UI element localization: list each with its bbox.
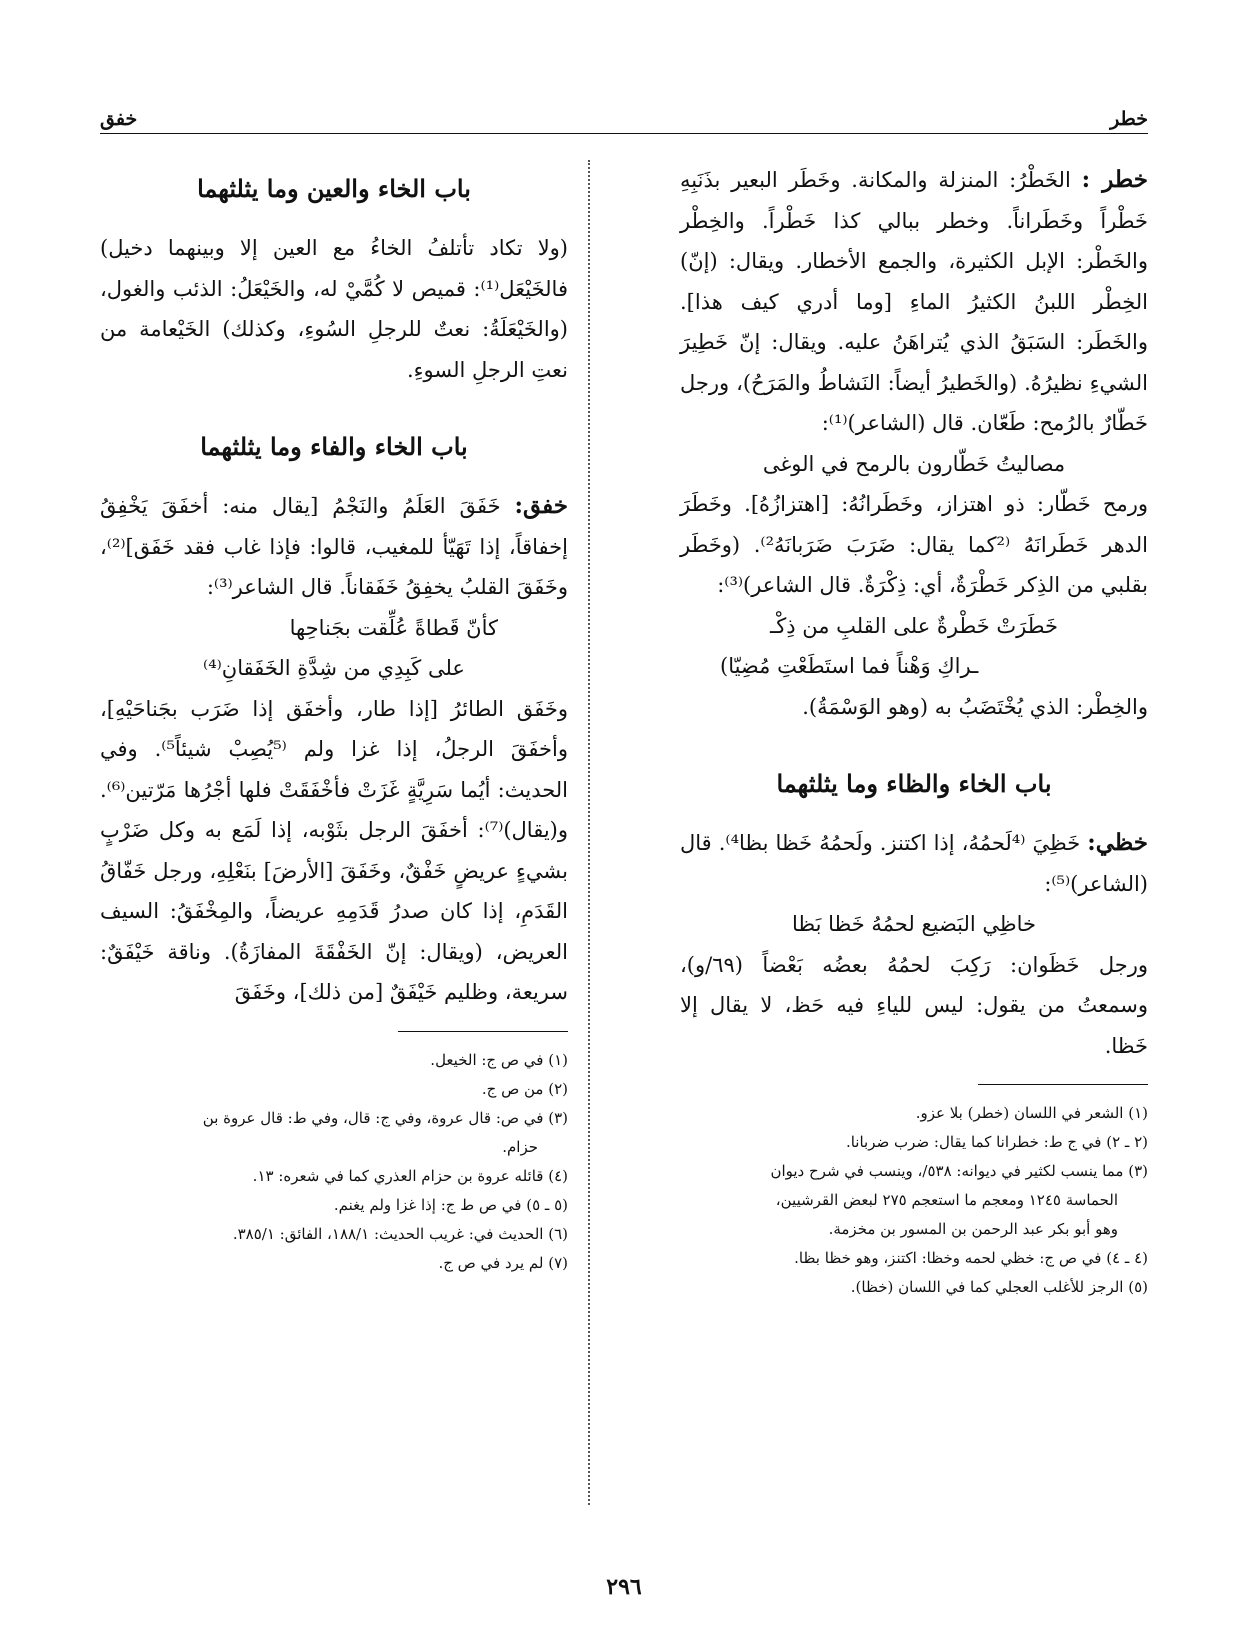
verse-line: كأنّ قَطاةً عُلِّقت بجَناحِها [289,615,498,640]
footnotes-left [100,1046,568,1278]
verse-line: مصاليتُ خَطّارون بالرمح في الوغى [762,451,1066,476]
footnote: (٢) من ص ج. [481,1079,568,1098]
verse-line: خاظِي البَضيع لحمُهُ خَظا بَظا [791,912,1037,936]
verse-line: ـراكِ وَهْناً فما استَطَعْتِ مُضِيّا) [720,654,979,678]
footnote-rule [978,1084,1148,1085]
footnote: (٦) الحديث في: غريب الحديث: ١٨٨/١، الفائق: ٣٨٥/١. [232,1224,568,1243]
section-text: (ولا تكاد تأتلفُ الخاءُ مع العين إلا وبينهما دخيل) فالخَيْعَل⁽¹⁾: قميص لا كُمَّيْ له، والخَيْعَلُ: الذئب والغول، (والخَيْعَلَةُ: نعتٌ للرجلِ السُوءِ، وكذلك) الخَيْعامة من نعتِ الرجلِ السوءِ. [100,236,568,382]
verse-line: على كَبِدِي من شِدَّةِ الخَفَقانِ⁽⁴⁾ [203,656,465,680]
footnotes-right [680,1099,1148,1302]
entry-khatar [680,160,1148,444]
entry-khazi-text-1: خَظِيَ ⁽⁴لَحمُهُ، إذا اكتنز. ولَحمُهُ خَظا بظا⁴⁾. قال (الشاعر)⁽⁵⁾: [680,831,1148,896]
footnote: (٥) الرجز للأغلب العجلي كما في اللسان (خظا). [850,1278,1148,1296]
footnote-rule [398,1031,568,1032]
section-heading: باب الخاء والظاء وما يثلثهما [776,769,1052,798]
running-header [100,108,1148,132]
entry-khatar-text-2: ورمح خَطّار: ذو اهتزاز، وخَطَرانُهُ: [اهتزازُهُ]. وخَطَرَ الدهر خَطَرانَهُ ⁽²كما يقال: ضَرَبَ ضَرَبانَهُ²⁾. (وخَطَر بقلبي من الذِكر خَطْرَةٌ، أي: ذِكْرَةٌ. قال الشاعر)⁽³⁾: [680,492,1148,597]
headword-khatar: خطر : [1081,166,1148,193]
headword-khazi: خظي: [1087,829,1148,856]
footnote: (٢ ـ ٢) في ج ط: خطرانا كما يقال: ضرب ضربانا. [845,1133,1148,1151]
footnote: (١) في ص ج: الخيعل. [430,1050,568,1069]
verse-line: خَطَرَتْ خَطْرةٌ على القلبِ من ذِكْـ [770,613,1058,638]
entry-khatar-text-3: والخِطْر: الذي يُخْتَضَبُ به (وهو الوَسْمَةُ). [802,694,1148,719]
footnote: (٤) قائله عروة بن حزام العذري كما في شعره: ١٣. [252,1166,568,1185]
footnote: (٣) في ص: قال عروة، وفي ج: قال، وفي ط: قال عروة بن [202,1108,568,1127]
section-heading: باب الخاء والعين وما يثلثهما [197,174,471,203]
footnote: (٧) لم يرد في ص ج. [438,1253,568,1272]
entry-khafaq-text-1: خَفَقَ العَلَمُ والنَجْمُ [يقال منه: أخفَقَ يَخْفِقُ إخفاقاً، إذا تَهَيّأ للمغيب، قالوا: فإذا غاب فقد خَفَق]⁽²⁾، وخَفَقَ القلبُ يخفِقُ خَفَقاناً. قال الشاعر⁽³⁾: [100,494,568,599]
footnote: (١) الشعر في اللسان (خطر) بلا عزو. [915,1104,1148,1122]
footnote: (٤ ـ ٤) في ص ج: خظي لحمه وخظا: اكتنز، وهو خظا بظا. [794,1249,1148,1267]
entry-khazi-text-2: ورجل خَظَوان: رَكِبَ لحمُهُ بعضُه بَعْضاً (٦٩/و)، وسمعتُ من يقول: ليس للياءِ فيه حَظ، لا يقال إلا خَظا. [680,952,1148,1058]
footnote: حزام. [502,1137,538,1156]
footnote: (٣) مما ينسب لكثير في ديوانه: ٥٣٨/، وينسب في شرح ديوان [770,1162,1148,1180]
footnote: وهو أبو بكر عبد الرحمن بن المسور بن مخزمة. [828,1220,1118,1238]
page-number: ٢٩٦ [606,1574,642,1600]
entry-khafaq-text-2: وخَفَق الطائرُ [إذا طار، وأخفَق إذا ضَرَب بجَناحَيْهِ]، وأخفَقَ الرجلُ، إذا غزا ولم ⁽⁵يُصِبْ شيئاً⁵⁾. وفي الحديث: أيُما سَرِيَّةٍ غَزَتْ فأخْفَقَتْ فلها أجْرُها مَرّتين⁽⁶⁾. و(يقال)⁽⁷⁾: أخفَقَ الرجل بثَوْبه، إذا لَمَع به وكل ضَرْبٍ بشيءٍ عريضٍ خَفْقٌ، وخَفَقَ [الأرضَ] بنَعْلِهِ، ورجل خَفّاقُ القَدَمِ، إذا كان صدرُ قَدَمِهِ عريضاً، والمِخْفَقُ: السيف العريض، (ويقال: إنّ الخَفْقَةَ المفازَةُ). وناقة خَيْفَقٌ: سريعة، وظليم خَيْفَقٌ [من ذلك]، وخَفَقَ [100,696,568,1004]
entry-khatar-text-1: الخَطْرُ: المنزلة والمكانة. وخَطَر البعير بذَنَبِهِ خَطْراً وخَطَراناً. وخطر ببالي كذا خَطْراً. والخِطْر والخَطْر: الإبل الكثيرة، والجمع الأخطار. ويقال: (إنّ) الخِطْر اللبنُ الكثيرُ الماءِ [وما أدري كيف هذا]. والخَطَر: السَبَقُ الذي يُتراهَنُ عليه. ويقال: إنّ خَطِيرَ الشيءِ نظيرُهُ. (والخَطيرُ أيضاً: النَشاطُ والمَرَحُ)، ورجل خَطّارٌ بالرُمح: طَعّان. قال (الشاعر)⁽¹⁾: [680,168,1148,435]
header-left-word: خفق [100,108,138,130]
entry-khazi [680,823,1148,904]
column-divider [588,160,590,1505]
footnote: الحماسة ١٢٤٥ ومعجم ما استعجم ٢٧٥ لبعض القرشيين، [775,1191,1118,1209]
footnote: (٥ ـ ٥) في ص ط ج: إذا غزا ولم يغنم. [333,1195,568,1214]
header-rule [100,133,1148,134]
entry-khafaq [100,486,568,608]
headword-khafaq: خفق: [514,492,568,519]
header-right-word: خطر [1110,108,1148,130]
section-heading: باب الخاء والفاء وما يثلثهما [200,432,468,461]
right-column [680,160,1148,1302]
left-column [100,160,568,1278]
